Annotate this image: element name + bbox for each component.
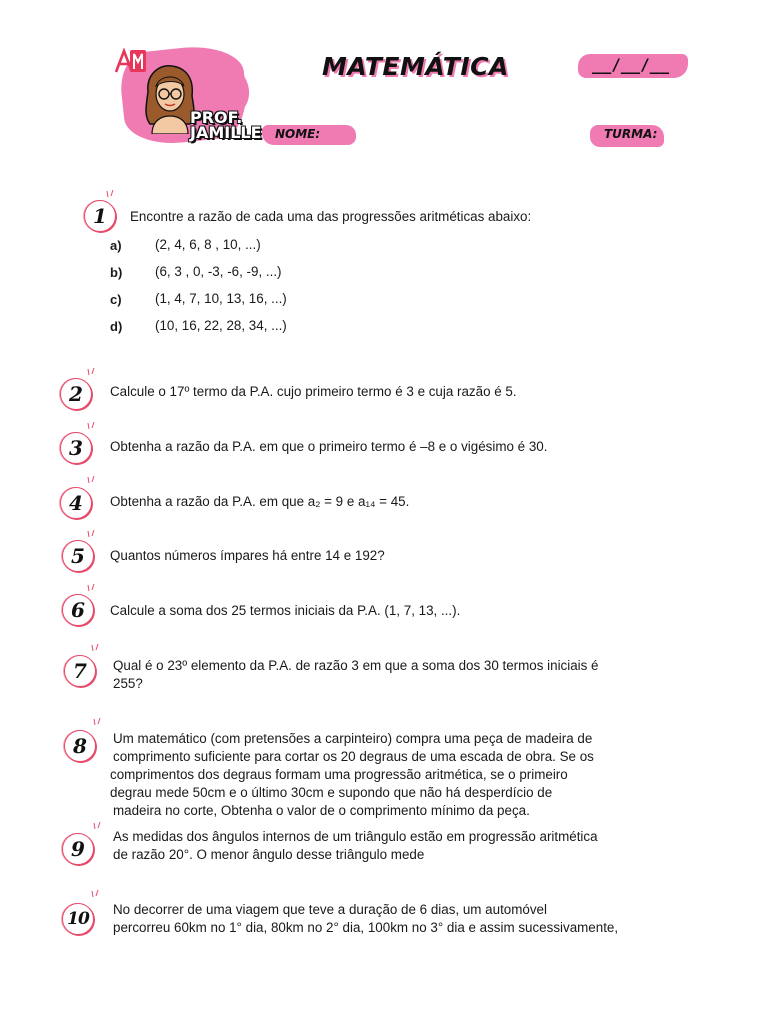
question-2-text: Calcule o 17º termo da P.A. cujo primeiro termo é 3 e cuja razão é 5.: [110, 384, 517, 399]
question-8-line-4: degrau mede 50cm e o último 30cm e supondo que não há desperdício de: [110, 785, 553, 800]
item-b-letter: b): [110, 265, 123, 280]
question-8-line-1: Um matemático (com pretensões a carpinteiro) compra uma peça de madeira de: [113, 731, 593, 746]
sparkle-icon: [86, 582, 96, 592]
sparkle-icon: [86, 420, 96, 430]
question-5-text: Quantos números ímpares há entre 14 e 192?: [110, 548, 385, 563]
sparkle-icon: [92, 820, 102, 830]
page-title: MATEMÁTICA: [322, 52, 509, 81]
question-number-5: 5: [62, 540, 94, 572]
sparkle-icon: [86, 366, 96, 376]
nome-label: NOME:: [275, 127, 321, 141]
question-8-line-2: comprimento suficiente para cortar os 20 degraus de uma escada de obra. Se os: [113, 749, 594, 764]
question-7-line-2: 255?: [113, 676, 143, 691]
question-9-line-2: de razão 20°. O menor ângulo desse triângulo mede: [113, 847, 425, 862]
question-10-line-1: No decorrer de uma viagem que teve a duração de 6 dias, um automóvel: [113, 902, 547, 917]
question-10-line-2: percorreu 60km no 1° dia, 80km no 2° dia, 100km no 3° dia e assim sucessivamente,: [113, 920, 619, 935]
sparkle-icon: [92, 716, 102, 726]
question-number-6: 6: [62, 594, 94, 626]
item-c-letter: c): [110, 292, 122, 307]
question-number-7: 7: [64, 655, 96, 687]
question-number-8: 8: [64, 730, 96, 762]
sparkle-icon: [86, 528, 96, 538]
question-number-9: 9: [62, 833, 94, 865]
item-a-letter: a): [110, 238, 122, 253]
date-field[interactable]: __/__/__: [592, 55, 670, 74]
question-number-2: 2: [60, 378, 92, 410]
sparkle-icon: [105, 188, 115, 198]
question-number-3: 3: [60, 432, 92, 464]
question-8-line-5: madeira no corte, Obtenha o valor de o comprimento mínimo da peça.: [113, 803, 530, 818]
question-3-text: Obtenha a razão da P.A. em que o primeiro termo é –8 e o vigésimo é 30.: [110, 439, 548, 454]
question-4-text: Obtenha a razão da P.A. em que a₂ = 9 e a₁₄ = 45.: [110, 494, 410, 509]
question-8-line-3: comprimentos dos degraus formam uma progressão aritmética, se o primeiro: [110, 767, 568, 782]
question-number-1: 1: [84, 200, 116, 232]
item-c-sequence: (1, 4, 7, 10, 13, 16, ...): [155, 291, 287, 306]
logo-a-shape: [116, 51, 132, 72]
sparkle-icon: [86, 474, 96, 484]
teacher-name: PROF. JAMILLE: [190, 108, 262, 142]
item-a-sequence: (2, 4, 6, 8 , 10, ...): [155, 237, 261, 252]
item-b-sequence: (6, 3 , 0, -3, -6, -9, ...): [155, 264, 282, 279]
question-9-line-1: As medidas dos ângulos internos de um triângulo estão em progressão aritmética: [113, 829, 598, 844]
question-6-text: Calcule a soma dos 25 termos iniciais da P.A. (1, 7, 13, ...).: [110, 603, 461, 618]
question-number-4: 4: [60, 487, 92, 519]
question-7-line-1: Qual é o 23º elemento da P.A. de razão 3 em que a soma dos 30 termos iniciais é: [113, 658, 599, 673]
sparkle-icon: [90, 888, 100, 898]
item-d-sequence: (10, 16, 22, 28, 34, ...): [155, 318, 287, 333]
question-1-text: Encontre a razão de cada uma das progressões aritméticas abaixo:: [130, 209, 532, 224]
item-d-letter: d): [110, 319, 123, 334]
turma-label: TURMA:: [604, 127, 658, 141]
sparkle-icon: [90, 642, 100, 652]
question-number-10: 10: [62, 903, 94, 935]
